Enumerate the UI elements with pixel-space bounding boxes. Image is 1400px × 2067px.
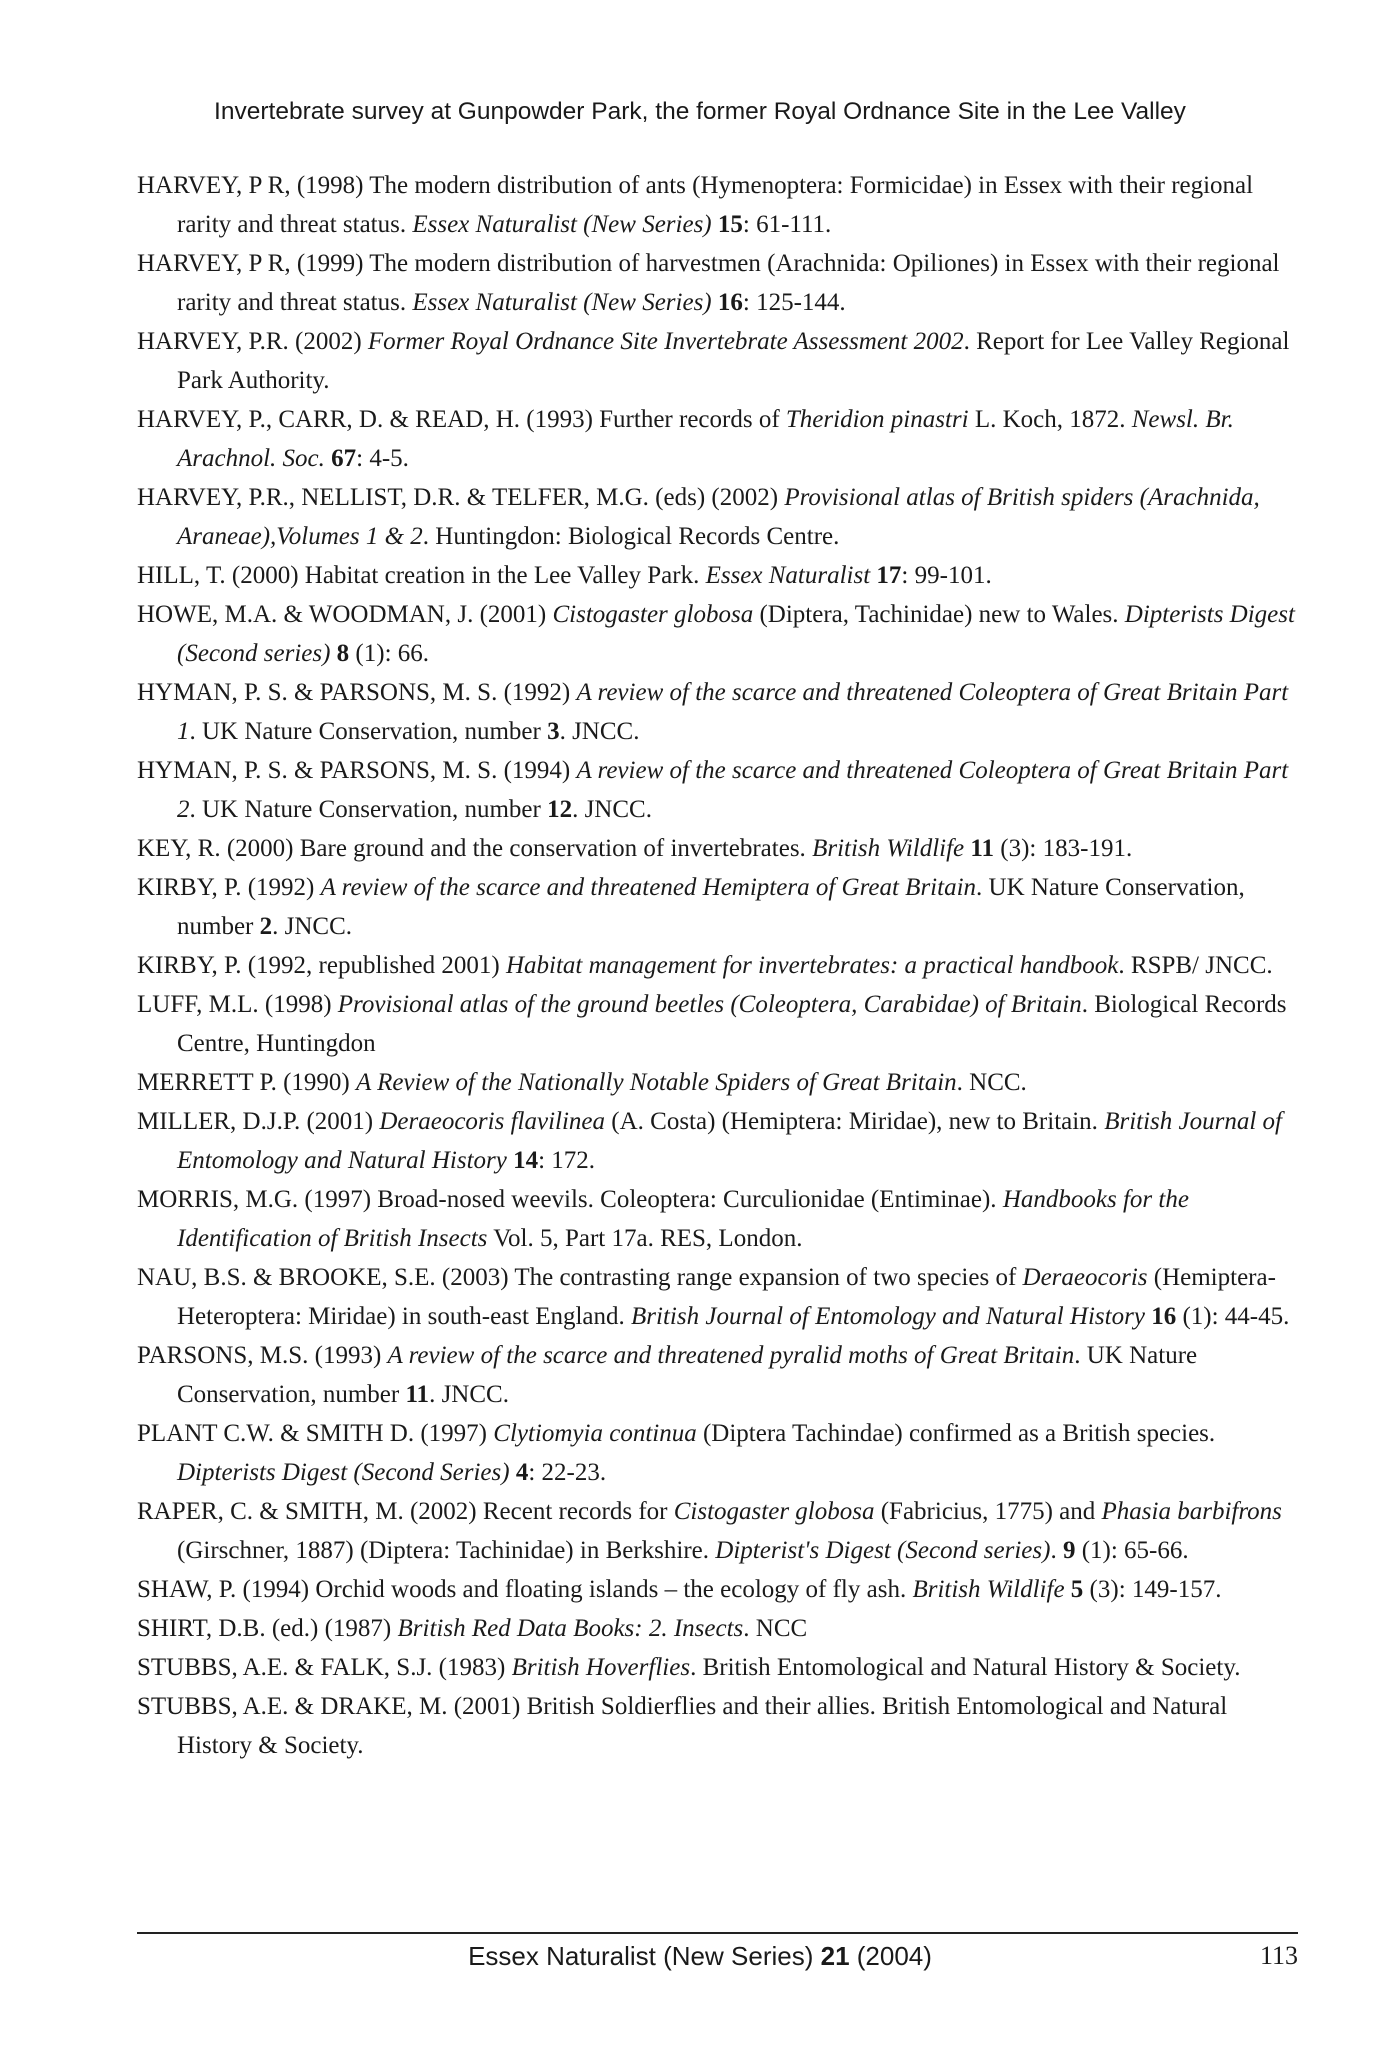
italic-run: Dipterists Digest (Second Series): [177, 1459, 510, 1486]
text-run: (A. Costa) (Hemiptera: Miridae), new to Britain.: [605, 1108, 1105, 1135]
text-run: (Hemiptera-Heteroptera: Miridae) in south-east England.: [177, 1264, 1276, 1330]
text-run: . JNCC.: [272, 913, 353, 940]
text-run: : 22-23.: [528, 1459, 607, 1486]
text-run: . Huntingdon: Biological Records Centre.: [422, 523, 840, 550]
text-run: KIRBY, P. (1992, republished 2001): [137, 952, 506, 979]
italic-run: A review of the scarce and threatened Coleoptera of Great Britain Part 1: [177, 679, 1289, 745]
text-run: HARVEY, P., CARR, D. & READ, H. (1993) Further records of: [137, 406, 786, 433]
text-run: . UK Nature Conservation, number: [177, 874, 1245, 940]
text-run: : 4-5.: [356, 445, 409, 472]
italic-run: A review of the scarce and threatened Coleoptera of Great Britain Part 2: [177, 757, 1289, 823]
text-run: PLANT C.W. & SMITH D. (1997): [137, 1420, 494, 1447]
text-run: HILL, T. (2000) Habitat creation in the Lee Valley Park.: [137, 562, 706, 589]
reference-entry: [137, 1648, 1307, 1687]
italic-run: British Wildlife: [912, 1576, 1065, 1603]
footer-volume: 21: [820, 1941, 850, 1971]
text-run: : 172.: [538, 1147, 596, 1174]
text-run: (3): 149-157.: [1083, 1576, 1222, 1603]
italic-run: Handbooks for the Identification of British Insects: [177, 1186, 1189, 1252]
italic-run: Essex Naturalist: [705, 562, 871, 589]
text-run: . JNCC.: [429, 1381, 509, 1408]
reference-entry: [137, 400, 1307, 478]
reference-list: [137, 166, 1307, 1765]
text-run: (Girschner, 1887) (Diptera: Tachinidae) in Berkshire.: [177, 1537, 716, 1564]
text-run: KEY, R. (2000) Bare ground and the conservation of invertebrates.: [137, 835, 813, 862]
text-run: . UK Nature Conservation, number: [189, 718, 548, 745]
italic-run: Provisional atlas of the ground beetles (Coleoptera, Carabidae) of Britain: [337, 991, 1082, 1018]
reference-entry: [137, 985, 1307, 1063]
text-run: Vol. 5, Part 17a. RES, London.: [487, 1225, 803, 1252]
bold-run: 67: [331, 445, 357, 472]
text-run: STUBBS, A.E. & FALK, S.J. (1983): [137, 1654, 512, 1681]
bold-run: 5: [1070, 1576, 1084, 1603]
reference-entry: [137, 556, 1307, 595]
text-run: SHIRT, D.B. (ed.) (1987): [137, 1615, 398, 1642]
bold-run: 16: [1151, 1303, 1177, 1330]
text-run: . NCC.: [956, 1069, 1027, 1096]
reference-entry: [137, 595, 1307, 673]
reference-entry: [137, 868, 1307, 946]
reference-entry: [137, 322, 1307, 400]
italic-run: Cistogaster globosa: [552, 601, 754, 628]
italic-run: Deraeocoris: [1022, 1264, 1148, 1291]
bold-run: 16: [717, 289, 743, 316]
text-run: : 99-101.: [901, 562, 992, 589]
text-run: . JNCC.: [559, 718, 640, 745]
text-run: .: [1050, 1537, 1063, 1564]
text-run: : 61-111.: [742, 211, 832, 238]
text-run: (1): 44-45.: [1176, 1303, 1290, 1330]
text-run: . RSPB/ JNCC.: [1118, 952, 1273, 979]
reference-entry: [137, 244, 1307, 322]
reference-entry: [137, 1570, 1307, 1609]
reference-entry: [137, 1102, 1307, 1180]
italic-run: British Journal of Entomology and Natural History: [177, 1108, 1282, 1174]
bold-run: 14: [513, 1147, 539, 1174]
text-run: HARVEY, P R, (1999) The modern distribution of harvestmen (Arachnida: Opiliones) in Essex with their regional rarity and threat status.: [137, 250, 1280, 316]
italic-run: Essex Naturalist (New Series): [412, 289, 712, 316]
footer-journal-name: Essex Naturalist (New Series): [468, 1941, 821, 1971]
italic-run: Former Royal Ordnance Site Invertebrate Assessment 2002: [367, 328, 964, 355]
reference-entry: [137, 751, 1307, 829]
reference-entry: [137, 166, 1307, 244]
text-run: . UK Nature Conservation, number: [189, 796, 548, 823]
reference-entry: [137, 1687, 1307, 1765]
page-number: 113: [1259, 1941, 1298, 1970]
text-run: (1): 66.: [349, 640, 430, 667]
text-run: LUFF, M.L. (1998): [137, 991, 338, 1018]
italic-run: A Review of the Nationally Notable Spiders of Great Britain: [356, 1069, 957, 1096]
text-run: (3): 183-191.: [994, 835, 1133, 862]
running-header: Invertebrate survey at Gunpowder Park, the former Royal Ordnance Site in the Lee Valley: [214, 98, 1186, 125]
italic-run: British Journal of Entomology and Natural History: [631, 1303, 1145, 1330]
reference-entry: [137, 946, 1307, 985]
text-run: (Diptera Tachindae) confirmed as a British species.: [696, 1420, 1216, 1447]
text-run: MORRIS, M.G. (1997) Broad-nosed weevils. Coleoptera: Curculionidae (Entiminae).: [137, 1186, 1003, 1213]
italic-run: British Red Data Books: 2. Insects: [397, 1615, 744, 1642]
text-run: HARVEY, P R, (1998) The modern distribution of ants (Hymenoptera: Formicidae) in Essex with their regional rarity and threat status.: [137, 172, 1254, 238]
reference-entry: [137, 1336, 1307, 1414]
text-run: : 125-144.: [742, 289, 846, 316]
text-run: HYMAN, P. S. & PARSONS, M. S. (1992): [137, 679, 577, 706]
reference-entry: [137, 1609, 1307, 1648]
text-run: PARSONS, M.S. (1993): [137, 1342, 388, 1369]
italic-run: Provisional atlas of British spiders (Arachnida, Araneae),Volumes 1 & 2: [177, 484, 1260, 550]
text-run: . NCC: [743, 1615, 808, 1642]
reference-entry: [137, 1180, 1307, 1258]
bold-run: 8: [336, 640, 350, 667]
italic-run: Deraeocoris flavilinea: [379, 1108, 606, 1135]
footer-year: (2004): [849, 1941, 932, 1971]
italic-run: Newsl. Br. Arachnol. Soc.: [177, 406, 1234, 472]
text-run: STUBBS, A.E. & DRAKE, M. (2001) British Soldierflies and their allies. British Entomological and Natural History & Society.: [137, 1693, 1228, 1759]
italic-run: A review of the scarce and threatened pyralid moths of Great Britain: [387, 1342, 1075, 1369]
footer-rule: [137, 1932, 1298, 1934]
text-run: HARVEY, P.R., NELLIST, D.R. & TELFER, M.G. (eds) (2002): [137, 484, 785, 511]
italic-run: Theridion pinastri: [785, 406, 969, 433]
text-run: SHAW, P. (1994) Orchid woods and floating islands – the ecology of fly ash.: [137, 1576, 913, 1603]
text-run: MILLER, D.J.P. (2001): [137, 1108, 380, 1135]
text-run: . British Entomological and Natural History & Society.: [690, 1654, 1241, 1681]
reference-entry: [137, 1492, 1307, 1570]
text-run: . Report for Lee Valley Regional Park Authority.: [177, 328, 1290, 394]
text-run: (Diptera, Tachinidae) new to Wales.: [753, 601, 1125, 628]
text-run: . JNCC.: [572, 796, 652, 823]
italic-run: Habitat management for invertebrates: a practical handbook: [505, 952, 1119, 979]
text-run: KIRBY, P. (1992): [137, 874, 321, 901]
bold-run: 15: [717, 211, 743, 238]
bold-run: 17: [876, 562, 902, 589]
reference-entry: [137, 1414, 1307, 1492]
text-run: HOWE, M.A. & WOODMAN, J. (2001): [137, 601, 553, 628]
bold-run: 2: [259, 913, 273, 940]
bold-run: 3: [547, 718, 560, 745]
reference-entry: [137, 673, 1307, 751]
bold-run: 11: [405, 1381, 430, 1408]
bold-run: 9: [1062, 1537, 1076, 1564]
text-run: (1): 65-66.: [1075, 1537, 1189, 1564]
bold-run: 4: [515, 1459, 529, 1486]
italic-run: Phasia barbifrons: [1101, 1498, 1282, 1525]
reference-entry: [137, 1063, 1307, 1102]
bold-run: 11: [970, 835, 995, 862]
text-run: (Fabricius, 1775) and: [874, 1498, 1102, 1525]
text-run: L. Koch, 1872.: [968, 406, 1132, 433]
text-run: NAU, B.S. & BROOKE, S.E. (2003) The contrasting range expansion of two species of: [137, 1264, 1023, 1291]
text-run: RAPER, C. & SMITH, M. (2002) Recent records for: [137, 1498, 674, 1525]
reference-entry: [137, 829, 1307, 868]
italic-run: Cistogaster globosa: [673, 1498, 875, 1525]
italic-run: Clytiomyia continua: [493, 1420, 697, 1447]
bold-run: 12: [547, 796, 573, 823]
italic-run: Essex Naturalist (New Series): [412, 211, 712, 238]
italic-run: Dipterist's Digest (Second series): [715, 1537, 1051, 1564]
footer-journal-citation: [0, 1941, 1400, 1972]
italic-run: A review of the scarce and threatened Hemiptera of Great Britain: [320, 874, 977, 901]
text-run: . UK Nature Conservation, number: [177, 1342, 1198, 1408]
italic-run: Dipterists Digest (Second series): [177, 601, 1295, 667]
text-run: HYMAN, P. S. & PARSONS, M. S. (1994): [137, 757, 577, 784]
text-run: . Biological Records Centre, Huntingdon: [177, 991, 1287, 1057]
italic-run: British Hoverflies: [511, 1654, 691, 1681]
reference-entry: [137, 478, 1307, 556]
text-run: HARVEY, P.R. (2002): [137, 328, 368, 355]
italic-run: British Wildlife: [812, 835, 965, 862]
text-run: MERRETT P. (1990): [137, 1069, 356, 1096]
reference-entry: [137, 1258, 1307, 1336]
